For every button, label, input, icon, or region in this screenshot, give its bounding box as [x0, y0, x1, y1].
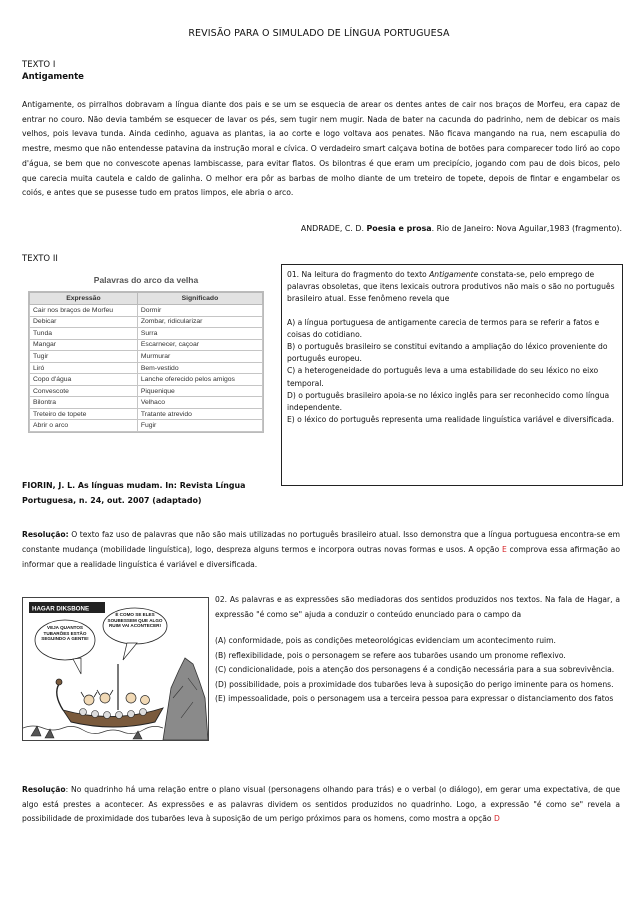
expression-cell: Debicar — [30, 316, 138, 328]
meaning-cell: Tratante atrevido — [137, 408, 262, 420]
viking-figure — [141, 696, 150, 705]
table-row — [30, 385, 263, 397]
vocabulary-figure — [28, 275, 264, 433]
question-02 — [215, 593, 620, 707]
question-01-stem-part: constata-se, pelo emprego de palavras obsoletas, que itens lexicais outrora produtivos não mais o são no português brasileiro atual. Esse fenômeno revela que — [287, 270, 615, 304]
texto-i-paragraph: Antigamente, os pirralhos dobravam a língua diante dos pais e se um se esquecia de arear os dentes antes de cair nos braços de Morfeu, era capaz de entrar no couro. Não devia também se esquecer de lavar os pés, sem tugir nem mugir. Nada de bater na cacunda do padrinho, nem de debicar os mais velhos, pois levava tunda. Ainda cedinho, aguava as plantas, ia ao corte e logo voltava aos penates. Não ficava mangando na rua, nem escapulia do mestre, mesmo que não entendesse patavina da instrução moral e cívica. O verdadeiro smart calçava botina de botões para comparecer todo liró ao copo d'água, se bem que no convescote apenas lambiscasse, para evitar flatos. Os bilontras é que eram um precipício, jogando com pau de dois bicos, pelo que carecia muita cautela e caldo de galinha. O melhor era pôr as barbas de molho diante de um treteiro de topete, depois de fintar e engambelar os coiós, e antes que se pusesse tudo em pratos limpos, ele abria o arco. — [22, 100, 620, 198]
expression-cell: Tunda — [30, 328, 138, 340]
comic-drawing — [23, 598, 208, 740]
question-02-option-a: (A) conformidade, pois as condições meteorológicas evidenciam um acontecimento ruim. — [215, 636, 556, 645]
question-01-box — [281, 264, 623, 486]
expression-cell: Copo d'água — [30, 374, 138, 386]
table-row — [30, 305, 263, 317]
expression-cell: Tugir — [30, 351, 138, 363]
meaning-cell: Velhaco — [137, 397, 262, 409]
meaning-cell: Piquenique — [137, 385, 262, 397]
question-02-option-b: (B) reflexibilidade, pois o personagem se refere aos tubarões usando um pronome reflexivo. — [215, 650, 566, 660]
comic-title: HAGAR DIKSBONE — [32, 605, 90, 613]
speech-text-left: VEJA QUANTOS TUBARÕES ESTÃO SEGUINDO A GENTE! — [41, 625, 89, 642]
resolution-label: Resolução — [22, 785, 66, 794]
meaning-cell: Escarnecer, caçoar — [137, 339, 262, 351]
question-01-resolution — [22, 527, 620, 572]
meaning-cell: Dormir — [137, 305, 262, 317]
hagar-comic — [22, 597, 209, 741]
question-01-option-b: B) o português brasileiro se constitui evitando a ampliação do léxico proveniente do português europeu. — [287, 342, 608, 364]
expression-cell: Treteiro de topete — [30, 408, 138, 420]
table-row — [30, 420, 263, 432]
resolution-text: O texto faz uso de palavras que não são mais utilizadas no português brasileiro atual. Isso demonstra que a língua portuguesa encontra-se em constante mudança (mobilidade linguística), logo, despreza alguns termos e incorpora outras novas formas e usos. A opção — [22, 530, 620, 554]
answer-letter: E — [501, 545, 507, 554]
viking-figure — [100, 693, 110, 703]
expression-cell: Convescote — [30, 385, 138, 397]
viking-figure — [84, 695, 94, 705]
expression-cell: Abrir o arco — [30, 420, 138, 432]
question-01-option-d: D) o português brasileiro apoia-se no léxico inglês para ser reconhecido como língua independente. — [287, 390, 610, 413]
texto-ii-source: FIORIN, J. L. As línguas mudam. In: Revista Língua Portuguesa, n. 24, out. 2007 (adaptado) — [22, 481, 246, 505]
question-01-stem — [287, 269, 617, 306]
vocabulary-table — [29, 292, 263, 432]
resolution-text: : No quadrinho há uma relação entre o plano visual (personagens olhando para trás) e o verbal (o diálogo), em gerar uma expectativa, de que algo está prestes a acontecer. As expressões e as palavras dividem os sentidos produzidos no quadrinho. Logo, a expressão "é como se" revela a possibilidade de proximidade dos tubarões leva à suposição de um perigo próximos para os homens, como mostra a opção — [22, 785, 620, 824]
question-01-option-e: E) o léxico do português representa uma realidade linguística variável e diversificada. — [287, 415, 615, 425]
viking-figure — [126, 693, 136, 703]
vocabulary-table-header — [30, 293, 263, 305]
table-row — [30, 351, 263, 363]
citation-author: ANDRADE, C. D. — [300, 224, 364, 233]
question-02-resolution — [22, 783, 620, 827]
table-row — [30, 339, 263, 351]
texto-ii-label: TEXTO II — [22, 254, 58, 264]
meaning-cell: Fugir — [137, 420, 262, 432]
expression-cell: Bilontra — [30, 397, 138, 409]
citation-work: Poesia e prosa — [366, 224, 432, 233]
expression-cell: Liró — [30, 362, 138, 374]
column-header-significado: Significado — [137, 293, 262, 305]
question-01-stem-part: 01. Na leitura do fragmento do texto — [287, 270, 430, 279]
question-01-option-c: C) a heterogeneidade do português leva a uma estabilidade do seu léxico no eixo temporal. — [287, 366, 599, 388]
meaning-cell: Bem-vestido — [137, 362, 262, 374]
question-02-stem: 02. As palavras e as expressões são mediadoras dos sentidos produzidos nos textos. Na fala de Hagar, a expressão "é como se" ajuda a conduzir o conteúdo enunciado para o campo da — [215, 595, 620, 619]
table-row — [30, 374, 263, 386]
vocabulary-table-frame — [28, 291, 264, 433]
table-row — [30, 397, 263, 409]
table-row — [30, 328, 263, 340]
meaning-cell: Surra — [137, 328, 262, 340]
expression-cell: Cair nos braços de Morfeu — [30, 305, 138, 317]
question-01-option-a: A) a língua portuguesa de antigamente carecia de termos para se referir a fatos e coisas do cotidiano. — [287, 317, 600, 339]
resolution-text: comprova essa afirmação ao informar que a realidade linguística é variável e diversificada. — [22, 545, 620, 569]
question-02-option-e: (E) impessoalidade, pois o personagem usa a terceira pessoa para expressar o distanciamento dos fatos — [215, 694, 614, 703]
meaning-cell: Lanche oferecido pelos amigos — [137, 374, 262, 386]
meaning-cell: Zombar, ridicularizar — [137, 316, 262, 328]
citation-rest: . Rio de Janeiro: Nova Aguilar,1983 (fragmento). — [431, 224, 622, 233]
table-row — [30, 316, 263, 328]
question-02-option-c: (C) condicionalidade, pois a atenção dos personagens é a condição necessária para a sua sobrevivência. — [215, 665, 615, 674]
question-01-stem-emphasis: Antigamente — [429, 270, 479, 279]
meaning-cell: Murmurar — [137, 351, 262, 363]
question-02-option-d: (D) possibilidade, pois a proximidade dos tubarões leva à suposição do perigo iminente para os homens. — [215, 679, 614, 689]
vocabulary-table-title: Palavras do arco da velha — [93, 275, 199, 285]
texto-i-citation — [301, 223, 622, 235]
page-title: REVISÃO PARA O SIMULADO DE LÍNGUA PORTUGUESA — [188, 28, 450, 39]
texto-i-subtitle: Antigamente — [22, 72, 84, 82]
texto-i-label: TEXTO I — [22, 60, 56, 70]
answer-letter: D — [493, 814, 500, 824]
column-header-expressao: Expressão — [30, 293, 138, 305]
speech-text-right: É COMO SE ELES SOUBESSEM QUE ALGO RUIM VAI ACONTECER! — [107, 612, 163, 629]
resolution-label: Resolução: — [22, 530, 69, 539]
expression-cell: Mangar — [30, 339, 138, 351]
table-row — [30, 362, 263, 374]
table-row — [30, 408, 263, 420]
